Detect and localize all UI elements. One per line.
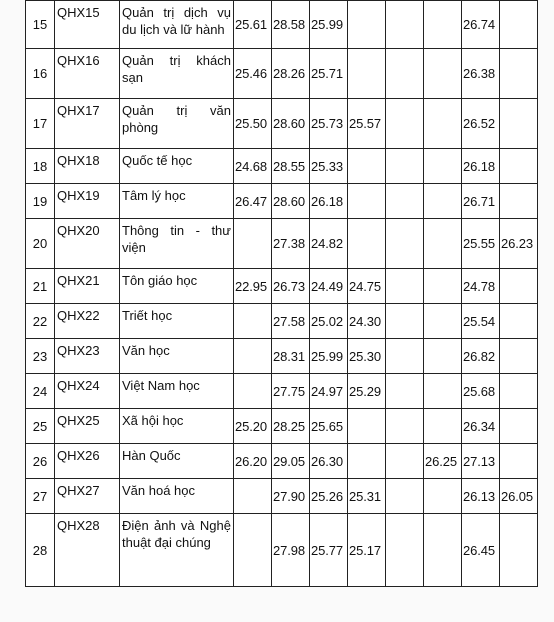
row-number-cell: 17: [26, 99, 55, 149]
score-cell: 25.46: [234, 49, 272, 99]
score-cell: [500, 304, 538, 339]
table-row: [26, 99, 538, 149]
score-cell: 25.99: [310, 1, 348, 49]
program-code-cell: QHX25: [55, 409, 120, 444]
score-cell: 25.61: [234, 1, 272, 49]
score-cell: [348, 1, 386, 49]
table-row: [26, 219, 538, 269]
score-cell: [424, 49, 462, 99]
score-cell: 26.20: [234, 444, 272, 479]
score-cell: 28.58: [272, 1, 310, 49]
program-name-cell: Quốc tế học: [120, 149, 234, 184]
program-code-cell: QHX24: [55, 374, 120, 409]
program-code-cell: QHX28: [55, 514, 120, 587]
score-cell: 25.31: [348, 479, 386, 514]
score-cell: 25.17: [348, 514, 386, 587]
score-cell: [234, 339, 272, 374]
program-name-cell: Văn học: [120, 339, 234, 374]
score-cell: 24.82: [310, 219, 348, 269]
score-cell: [424, 1, 462, 49]
row-number-cell: 22: [26, 304, 55, 339]
table-row: [26, 269, 538, 304]
program-name-cell: Quản trị văn phòng: [120, 99, 234, 149]
score-cell: [348, 49, 386, 99]
score-cell: 25.33: [310, 149, 348, 184]
score-cell: [424, 479, 462, 514]
score-cell: 27.38: [272, 219, 310, 269]
row-number-cell: 26: [26, 444, 55, 479]
score-cell: [386, 479, 424, 514]
program-code-cell: QHX16: [55, 49, 120, 99]
row-number-cell: 18: [26, 149, 55, 184]
score-cell: 24.49: [310, 269, 348, 304]
score-cell: 24.68: [234, 149, 272, 184]
program-name-cell: Xã hội học: [120, 409, 234, 444]
score-cell: [500, 269, 538, 304]
score-cell: 25.29: [348, 374, 386, 409]
score-cell: 27.90: [272, 479, 310, 514]
score-cell: 25.30: [348, 339, 386, 374]
score-cell: [424, 149, 462, 184]
score-cell: 24.30: [348, 304, 386, 339]
score-cell: 25.77: [310, 514, 348, 587]
score-cell: [386, 339, 424, 374]
program-name-cell: Quản trị dịch vụ du lịch và lữ hành: [120, 1, 234, 49]
score-cell: [234, 374, 272, 409]
score-cell: [386, 269, 424, 304]
program-name-cell: Văn hoá học: [120, 479, 234, 514]
score-cell: 26.30: [310, 444, 348, 479]
score-cell: 27.58: [272, 304, 310, 339]
program-name-cell: Điện ảnh và Nghệ thuật đại chúng: [120, 514, 234, 587]
table-row: [26, 304, 538, 339]
score-cell: 26.82: [462, 339, 500, 374]
score-cell: 24.78: [462, 269, 500, 304]
score-cell: [424, 339, 462, 374]
score-cell: [424, 269, 462, 304]
score-cell: 26.45: [462, 514, 500, 587]
score-cell: 27.13: [462, 444, 500, 479]
score-cell: 25.02: [310, 304, 348, 339]
score-cell: [234, 514, 272, 587]
program-code-cell: QHX17: [55, 99, 120, 149]
score-cell: [424, 514, 462, 587]
score-cell: 28.25: [272, 409, 310, 444]
program-name-cell: Tâm lý học: [120, 184, 234, 219]
score-cell: [386, 49, 424, 99]
program-name-cell: Triết học: [120, 304, 234, 339]
score-cell: 26.23: [500, 219, 538, 269]
score-cell: [386, 149, 424, 184]
score-cell: 25.50: [234, 99, 272, 149]
score-cell: [424, 99, 462, 149]
score-cell: [424, 374, 462, 409]
row-number-cell: 23: [26, 339, 55, 374]
score-cell: 26.18: [462, 149, 500, 184]
score-cell: 26.73: [272, 269, 310, 304]
score-cell: 25.65: [310, 409, 348, 444]
table-row: [26, 49, 538, 99]
score-cell: [386, 374, 424, 409]
score-cell: 28.60: [272, 99, 310, 149]
score-cell: [386, 1, 424, 49]
program-code-cell: QHX15: [55, 1, 120, 49]
score-cell: 25.73: [310, 99, 348, 149]
score-cell: 28.55: [272, 149, 310, 184]
score-cell: [424, 304, 462, 339]
score-cell: 28.60: [272, 184, 310, 219]
table-row: [26, 444, 538, 479]
score-cell: [386, 304, 424, 339]
score-cell: 26.05: [500, 479, 538, 514]
row-number-cell: 20: [26, 219, 55, 269]
row-number-cell: 16: [26, 49, 55, 99]
score-cell: [500, 99, 538, 149]
score-cell: 26.47: [234, 184, 272, 219]
score-cell: [234, 479, 272, 514]
score-cell: 26.74: [462, 1, 500, 49]
table-row: [26, 1, 538, 49]
program-name-cell: Việt Nam học: [120, 374, 234, 409]
score-cell: [424, 184, 462, 219]
score-cell: [386, 514, 424, 587]
score-cell: 26.38: [462, 49, 500, 99]
score-cell: 26.71: [462, 184, 500, 219]
score-cell: [234, 304, 272, 339]
score-cell: 26.25: [424, 444, 462, 479]
score-cell: 26.18: [310, 184, 348, 219]
score-cell: [386, 444, 424, 479]
program-code-cell: QHX21: [55, 269, 120, 304]
table-row: [26, 409, 538, 444]
score-cell: 27.98: [272, 514, 310, 587]
program-code-cell: QHX23: [55, 339, 120, 374]
score-cell: [348, 184, 386, 219]
table-row: [26, 479, 538, 514]
program-code-cell: QHX19: [55, 184, 120, 219]
score-cell: [386, 219, 424, 269]
program-name-cell: Quản trị khách sạn: [120, 49, 234, 99]
row-number-cell: 21: [26, 269, 55, 304]
table-row: [26, 514, 538, 587]
score-cell: 25.71: [310, 49, 348, 99]
score-cell: 24.97: [310, 374, 348, 409]
score-cell: 28.26: [272, 49, 310, 99]
score-cell: 26.34: [462, 409, 500, 444]
program-name-cell: Tôn giáo học: [120, 269, 234, 304]
score-cell: 26.13: [462, 479, 500, 514]
program-name-cell: Thông tin - thư viện: [120, 219, 234, 269]
row-number-cell: 28: [26, 514, 55, 587]
score-cell: [500, 409, 538, 444]
score-cell: 25.55: [462, 219, 500, 269]
program-code-cell: QHX20: [55, 219, 120, 269]
admission-scores-table: [25, 0, 538, 587]
score-cell: [386, 409, 424, 444]
program-name-cell: Hàn Quốc: [120, 444, 234, 479]
score-cell: [386, 184, 424, 219]
row-number-cell: 19: [26, 184, 55, 219]
score-cell: [500, 149, 538, 184]
score-cell: [348, 444, 386, 479]
program-code-cell: QHX18: [55, 149, 120, 184]
score-cell: [500, 339, 538, 374]
row-number-cell: 25: [26, 409, 55, 444]
score-cell: [386, 99, 424, 149]
score-cell: 22.95: [234, 269, 272, 304]
score-cell: [500, 49, 538, 99]
score-cell: [348, 219, 386, 269]
score-cell: 26.52: [462, 99, 500, 149]
table-row: [26, 374, 538, 409]
program-code-cell: QHX22: [55, 304, 120, 339]
score-cell: [500, 444, 538, 479]
score-cell: 25.54: [462, 304, 500, 339]
score-cell: [234, 219, 272, 269]
score-cell: 29.05: [272, 444, 310, 479]
score-cell: [500, 1, 538, 49]
score-cell: 25.20: [234, 409, 272, 444]
table-row: [26, 149, 538, 184]
score-cell: 24.75: [348, 269, 386, 304]
score-cell: 25.99: [310, 339, 348, 374]
row-number-cell: 24: [26, 374, 55, 409]
score-cell: [500, 184, 538, 219]
program-code-cell: QHX26: [55, 444, 120, 479]
score-cell: [348, 409, 386, 444]
row-number-cell: 15: [26, 1, 55, 49]
table-row: [26, 339, 538, 374]
score-cell: [500, 514, 538, 587]
score-cell: 28.31: [272, 339, 310, 374]
program-code-cell: QHX27: [55, 479, 120, 514]
score-cell: 27.75: [272, 374, 310, 409]
table-body: [26, 1, 538, 587]
score-cell: [500, 374, 538, 409]
score-cell: 25.57: [348, 99, 386, 149]
score-cell: 25.26: [310, 479, 348, 514]
score-cell: [424, 409, 462, 444]
score-cell: [348, 149, 386, 184]
score-cell: 25.68: [462, 374, 500, 409]
table-row: [26, 184, 538, 219]
row-number-cell: 27: [26, 479, 55, 514]
score-cell: [424, 219, 462, 269]
